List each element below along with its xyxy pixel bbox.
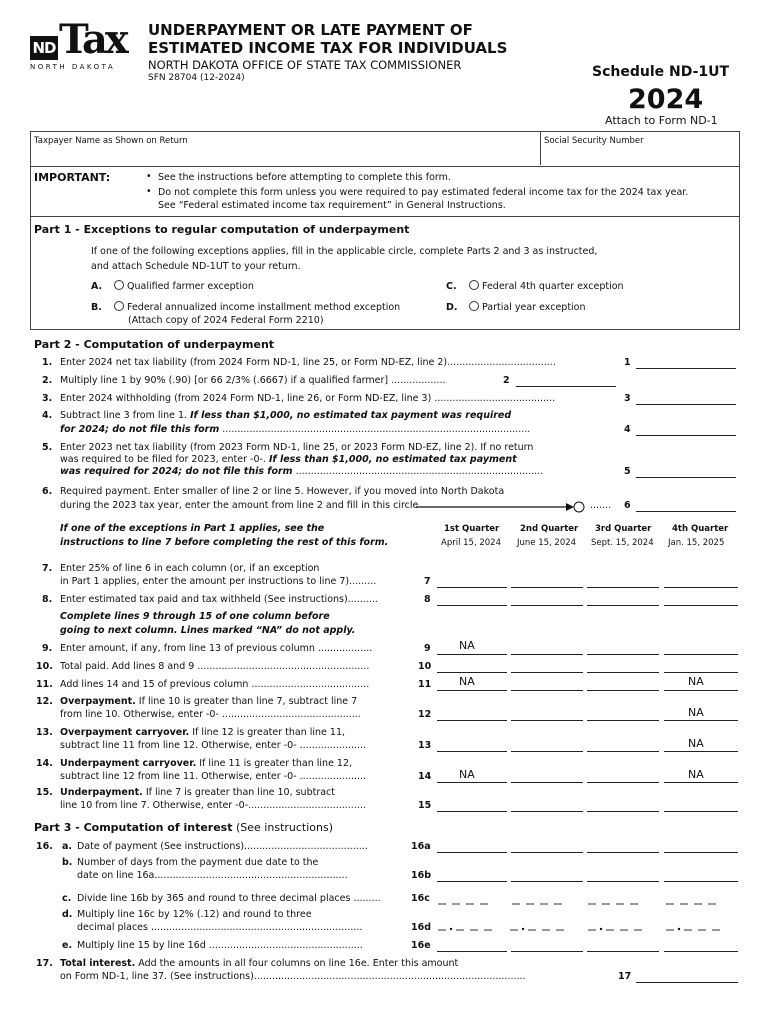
line-13-col-1[interactable]	[437, 751, 507, 752]
quarter-1-date: April 15, 2024	[441, 538, 501, 548]
line-12-text-a: Overpayment. If line 10 is greater than line 7, subtract line 7	[60, 696, 358, 707]
exception-d-letter: D.	[446, 302, 458, 313]
line-8-col-3[interactable]	[587, 605, 659, 606]
line-10-col-2[interactable]	[511, 672, 583, 673]
line-2-text: Multiply line 1 by 90% (.90) [or 66 2/3% (.6667) if a qualified farmer] ..................	[60, 375, 446, 386]
exception-a-letter: A.	[91, 281, 103, 292]
line-2-box: 2	[503, 375, 510, 386]
line-13-box: 13	[418, 740, 432, 751]
na-line-13-col-4: NA	[688, 737, 704, 750]
line-14-number: 14.	[36, 758, 53, 769]
exception-d-radio[interactable]	[469, 301, 479, 311]
line-6-text-a: Required payment. Enter smaller of line 2 or line 5. However, if you moved into North Dakota	[60, 486, 505, 497]
line-7-col-4[interactable]	[664, 587, 738, 588]
line-15-text-a: Underpayment. If line 7 is greater than line 10, subtract	[60, 787, 336, 798]
line-17-input[interactable]	[636, 982, 738, 983]
part3-heading	[34, 821, 333, 834]
taxpayer-divider	[540, 131, 541, 165]
line-14-box: 14	[418, 771, 432, 782]
exception-b-radio[interactable]	[114, 301, 124, 311]
line-3-input[interactable]	[636, 404, 736, 405]
line-10-box: 10	[418, 661, 432, 672]
line-8-number: 8.	[42, 594, 53, 605]
logo-nd: ND	[30, 36, 58, 60]
line-17-text-a: Total interest. Add the amounts in all four columns on line 16e. Enter this amount	[60, 958, 459, 969]
line-16d-text-a: Multiply line 16c by 12% (.12) and round to three	[77, 909, 312, 920]
line-11-col-3[interactable]	[587, 690, 659, 691]
line-12-col-3[interactable]	[587, 720, 659, 721]
line-6-arrow-icon	[416, 500, 586, 514]
line-15-box: 15	[418, 800, 432, 811]
line-16c-box: 16c	[411, 893, 430, 904]
line-16e-box: 16e	[411, 940, 431, 951]
title-line-1: UNDERPAYMENT OR LATE PAYMENT OF	[148, 21, 473, 39]
na-line-11-col-4: NA	[688, 675, 704, 688]
part3-title: Part 3 - Computation of interest	[34, 821, 233, 834]
line-12-col-2[interactable]	[511, 720, 583, 721]
line-4-text-b: for 2024; do not file this form ......................................................................................................	[60, 424, 531, 435]
quarter-2-name: 2nd Quarter	[520, 524, 579, 534]
line-5-text-c: was required for 2024; do not file this form ..................................................................................	[60, 466, 544, 477]
agency: NORTH DAKOTA OFFICE OF STATE TAX COMMISSIONER	[148, 58, 462, 72]
na-line-9-col-1: NA	[459, 639, 475, 652]
important-label: IMPORTANT:	[34, 171, 111, 184]
line-9-col-2[interactable]	[511, 654, 583, 655]
line-12-col-1[interactable]	[437, 720, 507, 721]
line-16a-box: 16a	[411, 841, 431, 852]
line-5-box: 5	[624, 466, 631, 477]
na-line-11-col-1: NA	[459, 675, 475, 688]
decimal-fields[interactable]	[434, 898, 738, 934]
line-1-input[interactable]	[636, 368, 736, 369]
line-15-col-1[interactable]	[437, 811, 507, 812]
important-bullet-2a: Do not complete this form unless you were required to pay estimated federal income tax for the 2024 tax year.	[158, 187, 689, 198]
line-12-box: 12	[418, 709, 432, 720]
na-line-12-col-4: NA	[688, 706, 704, 719]
line-5-text-b: was required to be filed for 2023, enter -0-. If less than $1,000, no estimated tax payment	[60, 454, 517, 465]
line-11-col-1	[437, 690, 507, 691]
line-14-col-4	[664, 782, 738, 783]
line-16e-letter: e.	[62, 940, 73, 951]
exception-c-radio[interactable]	[469, 280, 479, 290]
line-3-text: Enter 2024 withholding (from 2024 Form ND-1, line 26, or Form ND-EZ, line 3) ........................................	[60, 393, 556, 404]
line-15-number: 15.	[36, 787, 53, 798]
line-2-input[interactable]	[516, 386, 616, 387]
exception-a-label: Qualified farmer exception	[127, 281, 254, 292]
line-1-box: 1	[624, 357, 631, 368]
line-7-number: 7.	[42, 563, 53, 574]
attach-note: Attach to Form ND-1	[605, 114, 718, 127]
line-8-col-1[interactable]	[437, 605, 507, 606]
quarter-3-name: 3rd Quarter	[595, 524, 652, 534]
note-9-a: Complete lines 9 through 15 of one column before	[60, 611, 330, 622]
line-16a-col-1[interactable]	[437, 852, 507, 853]
line-16e-col-3[interactable]	[587, 951, 659, 952]
quarter-2-date: June 15, 2024	[517, 538, 577, 548]
line-16d-letter: d.	[62, 909, 73, 920]
line-9-box: 9	[424, 643, 431, 654]
taxpayer-name-field[interactable]	[32, 146, 537, 164]
line-6-number: 6.	[42, 486, 53, 497]
form-title	[148, 21, 507, 57]
line-2-number: 2.	[42, 375, 53, 386]
exception-d-label: Partial year exception	[482, 302, 586, 313]
line-11-text: Add lines 14 and 15 of previous column .......................................	[60, 679, 370, 690]
line-14-text-b: subtract line 12 from line 11. Otherwise, enter -0- ......................	[60, 771, 367, 782]
part1-intro-2: and attach Schedule ND-1UT to your return.	[91, 261, 301, 272]
line-4-input[interactable]	[636, 435, 736, 436]
quarter-1-name: 1st Quarter	[444, 524, 500, 534]
line-10-text: Total paid. Add lines 8 and 9 .........................................................	[60, 661, 370, 672]
important-bullet-2b: See “Federal estimated income tax requirement” in General Instructions.	[158, 200, 506, 211]
line-9-number: 9.	[42, 643, 53, 654]
exception-c[interactable]	[469, 280, 624, 292]
line-14-col-1	[437, 782, 507, 783]
line-16b-col-4[interactable]	[664, 881, 738, 882]
line-16b-box: 16b	[411, 870, 432, 881]
line-10-col-1[interactable]	[437, 672, 507, 673]
line-11-number: 11.	[36, 679, 53, 690]
quarter-4-date: Jan. 15, 2025	[668, 538, 725, 548]
line-16d-box: 16d	[411, 922, 432, 933]
line-14-text-a: Underpayment carryover. If line 11 is greater than line 12,	[60, 758, 353, 769]
line-4-text-a: Subtract line 3 from line 1. If less than $1,000, no estimated tax payment was required	[60, 410, 512, 421]
line-16a-text: Date of payment (See instructions).........................................	[77, 841, 368, 852]
line-10-col-4[interactable]	[664, 672, 738, 673]
line-5-input[interactable]	[636, 477, 736, 478]
line-11-col-4	[664, 690, 738, 691]
exception-b-letter: B.	[91, 302, 102, 313]
line-16a-col-3[interactable]	[587, 852, 659, 853]
exception-c-letter: C.	[446, 281, 457, 292]
line-5-text-a: Enter 2023 net tax liability (from 2023 Form ND-1, line 25, or 2023 Form ND-EZ, line 2). If no return	[60, 442, 534, 453]
line-4-box: 4	[624, 424, 631, 435]
line-7-text-b: in Part 1 applies, enter the amount per instructions to line 7).........	[60, 576, 377, 587]
line-16b-col-1[interactable]	[437, 881, 507, 882]
line-3-box: 3	[624, 393, 631, 404]
line-6-input[interactable]	[636, 511, 736, 512]
line-11-box: 11	[418, 679, 432, 690]
line-3-number: 3.	[42, 393, 53, 404]
line-9-col-1	[437, 654, 507, 655]
important-bullet-1: See the instructions before attempting to complete this form.	[158, 172, 451, 183]
line-7-text-a: Enter 25% of line 6 in each column (or, if an exception	[60, 563, 320, 574]
quarter-note-2: instructions to line 7 before completing the rest of this form.	[60, 537, 389, 548]
line-16b-col-3[interactable]	[587, 881, 659, 882]
quarter-4-name: 4th Quarter	[672, 524, 729, 534]
line-16a-letter: a.	[62, 841, 73, 852]
line-16d-text-b: decimal places ......................................................................	[77, 922, 363, 933]
line-16b-text-a: Number of days from the payment due date to the	[77, 857, 319, 868]
line-17-box: 17	[618, 971, 632, 982]
nd-tax-logo	[30, 16, 126, 71]
line-10-number: 10.	[36, 661, 53, 672]
sfn-number: SFN 28704 (12-2024)	[148, 73, 245, 83]
line-16b-col-2[interactable]	[511, 881, 583, 882]
exception-a-radio[interactable]	[114, 280, 124, 290]
line-10-col-3[interactable]	[587, 672, 659, 673]
exception-d[interactable]	[469, 301, 586, 313]
line-7-box: 7	[424, 576, 431, 587]
line-6-text-b: during the 2023 tax year, enter the amount from line 2 and fill in this circle	[60, 500, 419, 511]
line-16a-col-4[interactable]	[664, 852, 738, 853]
line-12-text-b: from line 10. Otherwise, enter -0- ..............................................	[60, 709, 361, 720]
line-7-col-3[interactable]	[587, 587, 659, 588]
line-9-col-3[interactable]	[587, 654, 659, 655]
line-13-text-a: Overpayment carryover. If line 12 is greater than line 11,	[60, 727, 346, 738]
line-6-dots: .......	[590, 500, 612, 511]
line-8-col-4[interactable]	[664, 605, 738, 606]
line-13-col-3[interactable]	[587, 751, 659, 752]
line-4-number: 4.	[42, 410, 53, 421]
quarter-note-1: If one of the exceptions in Part 1 applies, see the	[60, 523, 325, 534]
line-13-col-4	[664, 751, 738, 752]
line-8-box: 8	[424, 594, 431, 605]
line-14-col-2[interactable]	[511, 782, 583, 783]
line-8-col-2[interactable]	[511, 605, 583, 606]
line-16e-col-4[interactable]	[664, 951, 738, 952]
note-9-b: going to next column. Lines marked “NA” do not apply.	[60, 625, 356, 636]
exception-b[interactable]	[114, 301, 400, 313]
line-7-col-2[interactable]	[511, 587, 583, 588]
line-7-col-1[interactable]	[437, 587, 507, 588]
line-15-col-4[interactable]	[664, 811, 738, 812]
line-16b-letter: b.	[62, 857, 73, 868]
exception-b-label: Federal annualized income installment method exception	[127, 302, 401, 313]
line-15-col-2[interactable]	[511, 811, 583, 812]
line-17-number: 17.	[36, 958, 53, 969]
line-12-col-4	[664, 720, 738, 721]
line-17-text-b: on Form ND-1, line 37. (See instructions)..........................................................................................	[60, 971, 526, 982]
part3-title-note: (See instructions)	[236, 821, 334, 834]
line-1-text: Enter 2024 net tax liability (from 2024 Form ND-1, line 25, or Form ND-EZ, line 2)....................................	[60, 357, 556, 368]
na-line-14-col-1: NA	[459, 768, 475, 781]
line-8-text: Enter estimated tax paid and tax withheld (See instructions)..........	[60, 594, 378, 605]
logo-tax: Tax	[59, 16, 126, 63]
line-16-number: 16.	[36, 841, 53, 852]
line-16c-text: Divide line 16b by 365 and round to three decimal places .........	[77, 893, 381, 904]
line-6-circle[interactable]	[574, 501, 586, 513]
tax-year: 2024	[628, 84, 704, 115]
logo-state: NORTH DAKOTA	[30, 63, 116, 71]
line-15-text-b: line 10 from line 7. Otherwise, enter -0-.......................................	[60, 800, 366, 811]
line-12-number: 12.	[36, 696, 53, 707]
line-5-number: 5.	[42, 442, 53, 453]
part2-title: Part 2 - Computation of underpayment	[34, 338, 275, 351]
line-16e-col-1[interactable]	[437, 951, 507, 952]
line-16c-letter: c.	[62, 893, 72, 904]
line-13-number: 13.	[36, 727, 53, 738]
title-line-2: ESTIMATED INCOME TAX FOR INDIVIDUALS	[148, 39, 508, 57]
line-6-box: 6	[624, 500, 631, 511]
line-16a-col-2[interactable]	[511, 852, 583, 853]
taxpayer-name-label: Taxpayer Name as Shown on Return	[34, 136, 188, 146]
part1-intro-1: If one of the following exceptions applies, fill in the applicable circle, complete Parts 2 and 3 as instructed,	[91, 246, 598, 257]
line-16e-text: Multiply line 15 by line 16d ...................................................	[77, 940, 363, 951]
line-9-col-4[interactable]	[664, 654, 738, 655]
line-13-col-2[interactable]	[511, 751, 583, 752]
line-9-text: Enter amount, if any, from line 13 of previous column ..................	[60, 643, 373, 654]
na-line-14-col-4: NA	[688, 768, 704, 781]
schedule-name: Schedule ND-1UT	[592, 64, 730, 80]
ssn-field[interactable]	[543, 146, 736, 164]
line-16e-col-2[interactable]	[511, 951, 583, 952]
exception-c-label: Federal 4th quarter exception	[482, 281, 624, 292]
line-1-number: 1.	[42, 357, 53, 368]
line-13-text-b: subtract line 11 from line 12. Otherwise, enter -0- ......................	[60, 740, 367, 751]
part1-title: Part 1 - Exceptions to regular computation of underpayment	[34, 223, 410, 236]
line-14-col-3[interactable]	[587, 782, 659, 783]
ssn-label: Social Security Number	[544, 136, 644, 146]
line-15-col-3[interactable]	[587, 811, 659, 812]
exception-b-note: (Attach copy of 2024 Federal Form 2210)	[128, 315, 324, 326]
exception-a[interactable]	[114, 280, 254, 292]
quarter-3-date: Sept. 15, 2024	[591, 538, 654, 548]
line-11-col-2[interactable]	[511, 690, 583, 691]
line-16b-text-b: date on line 16a................................................................	[77, 870, 348, 881]
